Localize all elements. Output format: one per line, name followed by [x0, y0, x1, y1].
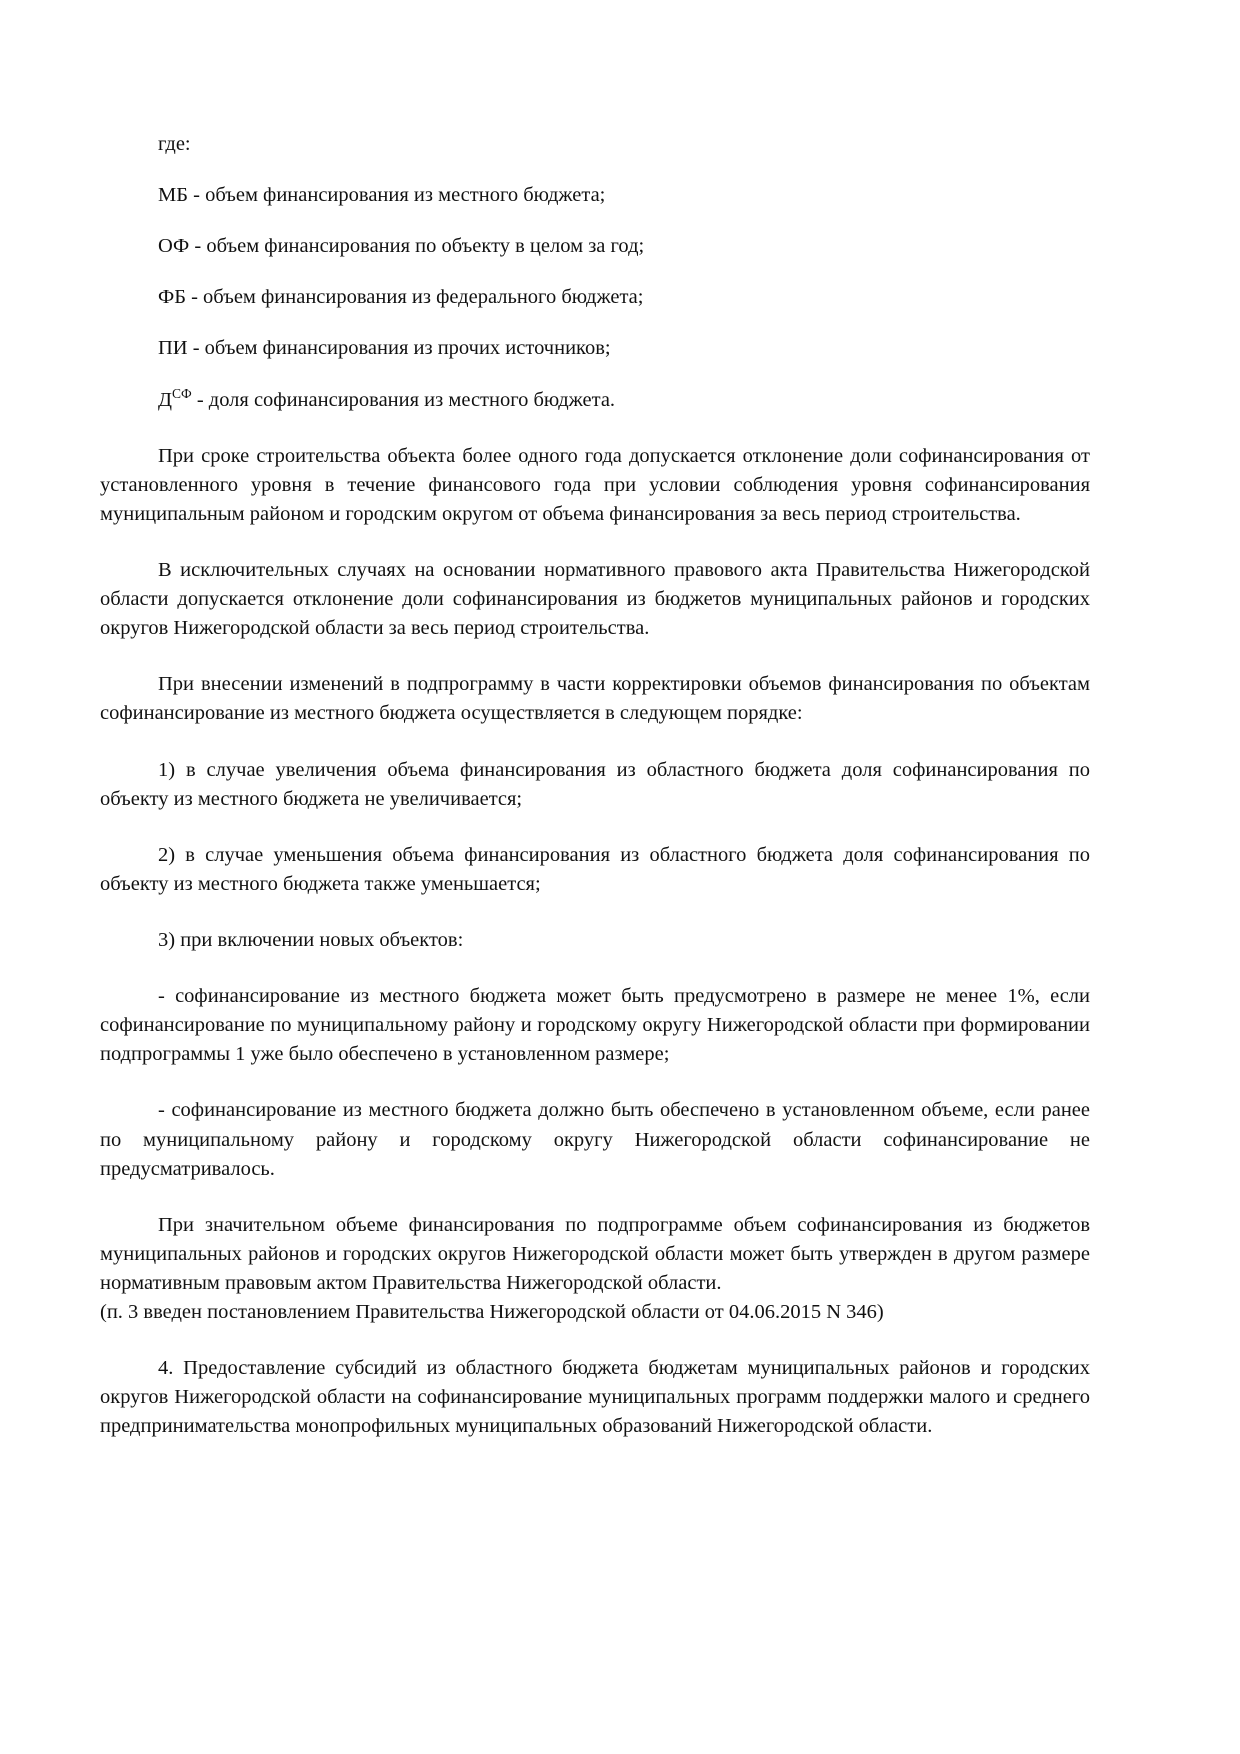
- numbered-item-1: 1) в случае увеличения объема финансирования из областного бюджета доля софинансирования по объекту из местного бюджета не увеличивается;: [100, 758, 1090, 810]
- numbered-item-2: 2) в случае уменьшения объема финансирования из областного бюджета доля софинансирования по объекту из местного бюджета также уменьшается;: [100, 843, 1090, 895]
- spacer: [100, 1069, 1090, 1096]
- spacer: [100, 210, 1090, 232]
- document-body: [100, 130, 1090, 1442]
- spacer: [100, 643, 1090, 670]
- paragraph-amendment-order: При внесении изменений в подпрограмму в части корректировки объемов финансирования по объектам софинансирование из местного бюджета осуществляется в следующем порядке:: [100, 673, 1090, 725]
- spacer: [100, 729, 1090, 756]
- dash-item-1: - софинансирование из местного бюджета может быть предусмотрено в размере не менее 1%, если софинансирование по муниципальному району и городскому округу Нижегородской области при формировании подпрограммы 1 уже было обеспечено в установленном размере;: [100, 985, 1090, 1066]
- dash-item-2: - софинансирование из местного бюджета должно быть обеспечено в установленном объеме, если ранее по муниципальному району и городскому округу Нижегородской области софинансирование не предусматривалось.: [100, 1099, 1090, 1180]
- spacer: [100, 814, 1090, 841]
- spacer: [100, 261, 1090, 283]
- paragraph-exceptional-cases: В исключительных случаях на основании нормативного правового акта Правительства Нижегородской области допускается отклонение доли софинансирования из бюджетов муниципальных районов и городских округов Нижегородской области за весь период строительства.: [100, 558, 1090, 640]
- definition-pi: ПИ - объем финансирования из прочих источников;: [158, 337, 611, 360]
- paragraph-construction-term: При сроке строительства объекта более одного года допускается отклонение доли софинансирования от установленного уровня в течение финансового года при условии соблюдения уровня софинансирования муниципальным районом и городским округом от объема финансирования за весь период строительства.: [100, 444, 1090, 525]
- definition-dsf-base: Д: [158, 388, 172, 411]
- paragraph-significant-volume: При значительном объеме финансирования по подпрограмме объем софинансирования из бюджетов муниципальных районов и городских округов Нижегородской области может быть утвержден в другом размере нормативным правовым актом Правительства Нижегородской области.: [100, 1213, 1090, 1294]
- where-label: где:: [158, 133, 191, 155]
- numbered-item-3: 3) при включении новых объектов:: [158, 928, 464, 951]
- spacer: [100, 899, 1090, 926]
- spacer: [100, 415, 1090, 442]
- spacer: [100, 312, 1090, 334]
- spacer: [100, 955, 1090, 982]
- spacer: [100, 1327, 1090, 1354]
- definition-dsf-rest: - доля софинансирования из местного бюджета.: [191, 388, 616, 411]
- definition-fb: ФБ - объем финансирования из федерального бюджета;: [158, 286, 644, 309]
- definition-of: ОФ - объем финансирования по объекту в целом за год;: [158, 235, 645, 258]
- spacer: [100, 159, 1090, 181]
- paragraph-item-4: 4. Предоставление субсидий из областного бюджета бюджетам муниципальных районов и городских округов Нижегородской области на софинансирование муниципальных программ поддержки малого и среднего предпринимательства монопрофильных муниципальных образований Нижегородской области.: [100, 1357, 1090, 1438]
- spacer: [100, 1184, 1090, 1211]
- amendment-note: (п. 3 введен постановлением Правительства Нижегородской области от 04.06.2015 N 346): [100, 1301, 884, 1324]
- definition-dsf: [100, 386, 1090, 415]
- definition-dsf-superscript: СФ: [171, 385, 192, 401]
- spacer: [100, 364, 1090, 386]
- definition-mb: МБ - объем финансирования из местного бюджета;: [158, 184, 606, 207]
- spacer: [100, 529, 1090, 556]
